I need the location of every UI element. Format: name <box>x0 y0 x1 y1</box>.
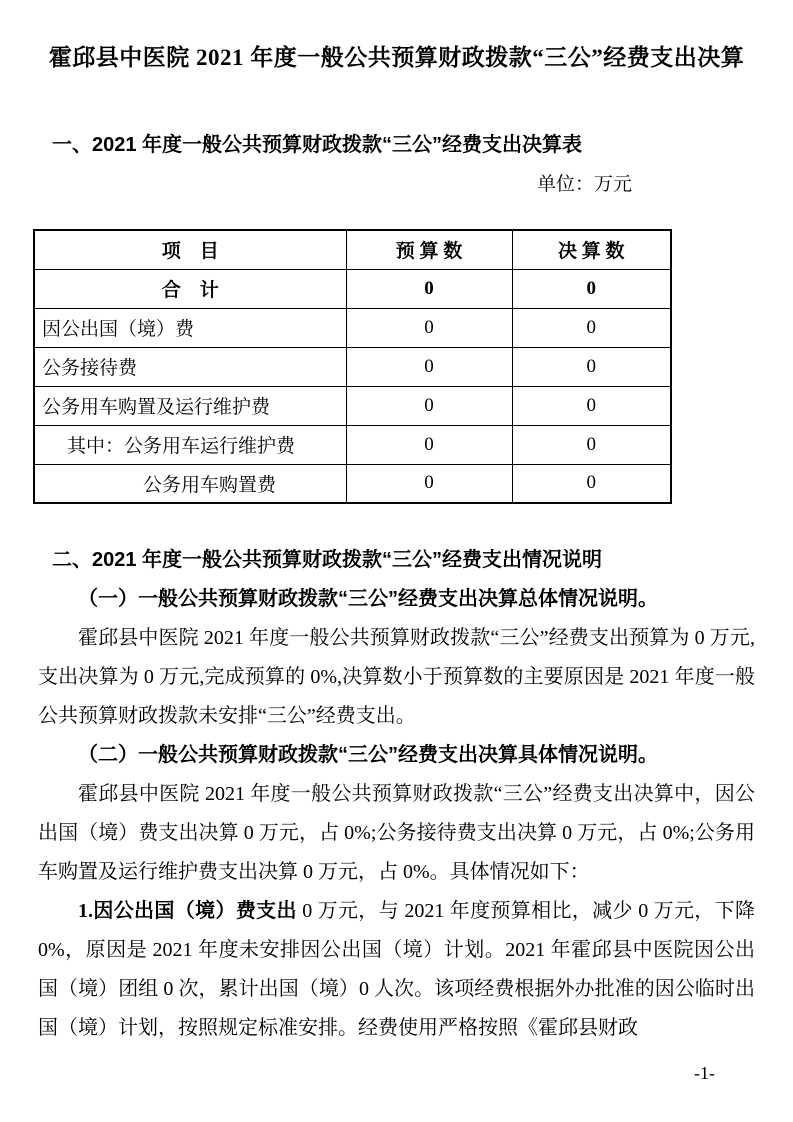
row-label-total: 合 计 <box>34 269 346 308</box>
table-row-abroad <box>34 308 671 347</box>
row-label-vehicle-total: 公务用车购置及运行维护费 <box>34 386 346 425</box>
table-row-vehicle-maintenance <box>34 425 671 464</box>
row-label-vehicle-maintenance: 其中：公务用车运行维护费 <box>34 425 346 464</box>
vehicle-maintenance-budget-value: 0 <box>346 425 512 464</box>
reception-final-value: 0 <box>512 347 671 386</box>
table-row-vehicle-total <box>34 386 671 425</box>
content-area <box>38 126 755 204</box>
vehicle-total-budget-value: 0 <box>346 386 512 425</box>
table-header-row <box>34 230 671 269</box>
abroad-final-value: 0 <box>512 308 671 347</box>
total-final-value: 0 <box>512 269 671 308</box>
column-header-budget: 预 算 数 <box>346 230 512 269</box>
three-public-expense-table <box>33 229 672 504</box>
vehicle-maintenance-final-value: 0 <box>512 425 671 464</box>
vehicle-purchase-final-value: 0 <box>512 464 671 503</box>
sub-heading-1: （一）一般公共预算财政拨款“三公”经费支出决算总体情况说明。 <box>78 588 658 610</box>
table-row-total <box>34 269 671 308</box>
row-label-reception: 公务接待费 <box>34 347 346 386</box>
section-2-heading: 二、2021 年度一般公共预算财政拨款“三公”经费支出情况说明 <box>52 549 603 571</box>
unit-label: 单位：万元 <box>536 174 632 195</box>
reception-budget-value: 0 <box>346 347 512 386</box>
column-header-final: 决 算 数 <box>512 230 671 269</box>
paragraph-abroad-expense <box>38 892 755 1048</box>
table-row-reception <box>34 347 671 386</box>
paragraph-detail-explanation: 霍邱县中医院 2021 年度一般公共预算财政拨款“三公”经费支出决算中，因公出国（境）费支出决算 0 万元，占 0%;公务接待费支出决算 0 万元，占 0%;公务用车购置及运行维护费支出决算 0 万元，占 0%。具体情况如下： <box>38 783 755 883</box>
abroad-expense-body: 0 万元，与 2021 年度预算相比，减少 0 万元，下降 0%，原因是 2021 年度未安排因公出国（境）计划。2021 年霍邱县中医院因公出国（境）团组 0 次，累计出国（境）0 人次。该项经费根据外办批准的因公临时出国（境）计划，按照规定标准安排。经费使用严格按照《霍邱县财政 <box>38 900 756 1039</box>
abroad-expense-bold-lead: 1.因公出国（境）费支出 <box>78 900 297 922</box>
column-header-item: 项 目 <box>34 230 346 269</box>
vehicle-purchase-budget-value: 0 <box>346 464 512 503</box>
row-label-vehicle-purchase: 公务用车购置费 <box>34 464 346 503</box>
total-budget-value: 0 <box>346 269 512 308</box>
row-label-abroad: 因公出国（境）费 <box>34 308 346 347</box>
paragraph-overall-explanation: 霍邱县中医院 2021 年度一般公共预算财政拨款“三公”经费支出预算为 0 万元,支出决算为 0 万元,完成预算的 0%,决算数小于预算数的主要原因是 2021 年度一般公共预算财政拨款未安排“三公”经费支出。 <box>38 627 755 727</box>
table-row-vehicle-purchase <box>34 464 671 503</box>
document-title: 霍邱县中医院 2021 年度一般公共预算财政拨款“三公”经费支出决算 <box>48 45 745 70</box>
vehicle-total-final-value: 0 <box>512 386 671 425</box>
section-1-heading: 一、2021 年度一般公共预算财政拨款“三公”经费支出决算表 <box>52 134 583 156</box>
page-number: -1- <box>694 1063 715 1083</box>
abroad-budget-value: 0 <box>346 308 512 347</box>
explanation-area <box>38 541 755 1093</box>
sub-heading-2: （二）一般公共预算财政拨款“三公”经费支出决算具体情况说明。 <box>78 744 658 766</box>
